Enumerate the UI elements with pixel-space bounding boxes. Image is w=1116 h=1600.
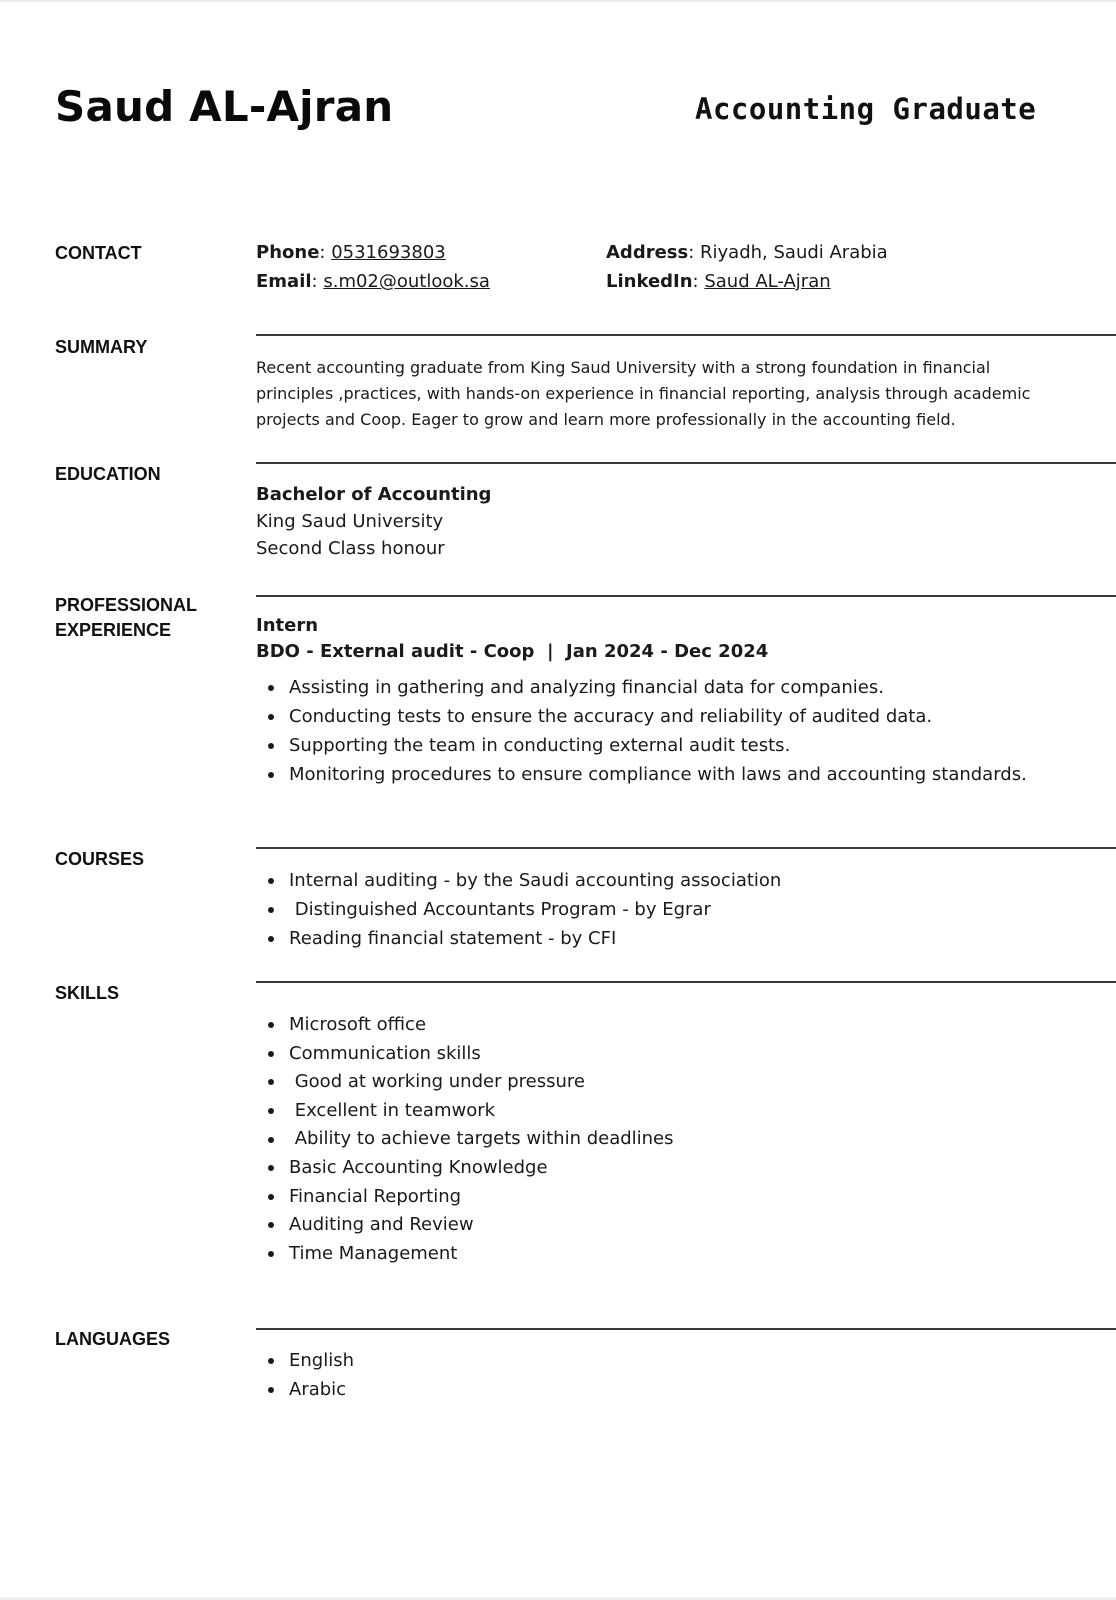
summary-text: Recent accounting graduate from King Saud University with a strong foundation in financial principles ,practices, with hands-on experience in financial reporting, analysis through academic projects and Coop. Eager to grow and learn more professionally in the accounting field. (256, 358, 1031, 429)
degree: Bachelor of Accounting (256, 484, 492, 505)
separator: : (311, 271, 324, 292)
contact-right-column (606, 238, 888, 296)
course-item: Distinguished Accountants Program - by Egrar (256, 895, 781, 924)
experience-heading-line1: PROFESSIONAL (55, 595, 198, 615)
skills-heading: SKILLS (55, 983, 120, 1003)
summary-heading: SUMMARY (55, 337, 148, 357)
separator: : (692, 271, 705, 292)
experience-heading (55, 593, 197, 643)
skill-item: Microsoft office (256, 1011, 674, 1040)
institution: King Saud University (256, 511, 444, 532)
skills-divider (256, 981, 1116, 983)
skill-item: Good at working under pressure (256, 1068, 674, 1097)
page-top-edge (0, 0, 1116, 2)
skill-item: Time Management (256, 1240, 674, 1269)
experience-bullets (256, 673, 1027, 789)
job-title: Accounting Graduate (695, 92, 1037, 126)
honour: Second Class honour (256, 538, 445, 559)
experience-bullet: Supporting the team in conducting external audit tests. (256, 731, 1027, 760)
phone-link[interactable]: 0531693803 (331, 242, 446, 263)
email-link[interactable]: s.m02@outlook.sa (323, 271, 490, 292)
experience-bullet: Assisting in gathering and analyzing financial data for companies. (256, 673, 1027, 702)
languages-divider (256, 1328, 1116, 1330)
experience-bullet: Monitoring procedures to ensure compliance with laws and accounting standards. (256, 760, 1027, 789)
experience-bullet: Conducting tests to ensure the accuracy and reliability of audited data. (256, 702, 1027, 731)
education-heading: EDUCATION (55, 464, 161, 484)
course-item: Internal auditing - by the Saudi accounting association (256, 866, 781, 895)
contact-heading: CONTACT (55, 243, 142, 263)
languages-list (256, 1347, 354, 1404)
linkedin-line (606, 267, 888, 296)
email-line (256, 267, 490, 296)
address-value: Riyadh, Saudi Arabia (700, 242, 888, 263)
course-item: Reading financial statement - by CFI (256, 924, 781, 953)
address-label: Address (606, 242, 689, 263)
phone-line (256, 238, 490, 267)
experience-details: BDO - External audit - Coop | Jan 2024 - Dec 2024 (256, 641, 769, 662)
experience-heading-line2: EXPERIENCE (55, 620, 172, 640)
skill-item: Communication skills (256, 1040, 674, 1069)
skill-item: Financial Reporting (256, 1183, 674, 1212)
linkedin-link[interactable]: Saud AL-Ajran (704, 271, 831, 292)
linkedin-label: LinkedIn (606, 271, 693, 292)
skill-item: Auditing and Review (256, 1211, 674, 1240)
email-label: Email (256, 271, 312, 292)
languages-heading: LANGUAGES (55, 1329, 171, 1349)
phone-label: Phone (256, 242, 320, 263)
skill-item: Ability to achieve targets within deadlines (256, 1125, 674, 1154)
language-item: English (256, 1347, 354, 1376)
education-divider (256, 462, 1116, 464)
summary-divider (256, 334, 1116, 336)
experience-role: Intern (256, 615, 319, 636)
skill-item: Basic Accounting Knowledge (256, 1154, 674, 1183)
courses-heading: COURSES (55, 849, 145, 869)
experience-divider (256, 595, 1116, 597)
contact-left-column (256, 238, 490, 296)
skill-item: Excellent in teamwork (256, 1097, 674, 1126)
candidate-name: Saud AL-Ajran (55, 82, 394, 131)
separator: : (319, 242, 332, 263)
skills-list (256, 1011, 674, 1268)
address-line (606, 238, 888, 267)
education-entry (256, 481, 491, 562)
language-item: Arabic (256, 1376, 354, 1405)
courses-list (256, 866, 781, 953)
experience-entry (256, 613, 768, 665)
courses-divider (256, 847, 1116, 849)
separator: : (688, 242, 701, 263)
